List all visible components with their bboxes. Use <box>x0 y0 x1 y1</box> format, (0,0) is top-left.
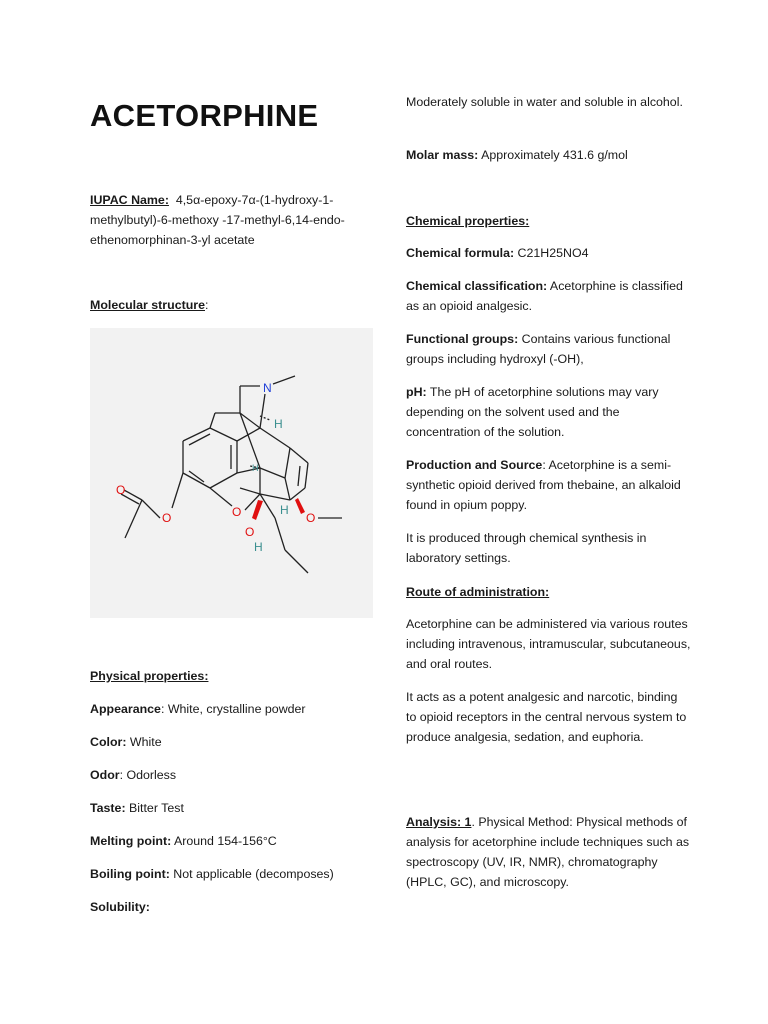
solubility-label: Solubility: <box>90 900 150 914</box>
appearance-label: Appearance <box>90 702 161 716</box>
chemical-properties-heading <box>406 211 691 231</box>
production-label: Production and Source <box>406 458 543 472</box>
molecular-structure-figure <box>90 328 373 618</box>
atom-hydrogen-3: H <box>280 503 289 517</box>
analysis-label: Analysis: 1 <box>406 815 472 829</box>
taste-row <box>90 798 184 818</box>
classification-value: Acetorphine is classified as an opioid analgesic. <box>406 279 683 313</box>
iupac-value: 4,5α-epoxy-7α-(1-hydroxy-1-methylbutyl)-6-methoxy -17-methyl-6,14-endo-ethenomorphinan-3-yl acetate <box>90 193 345 247</box>
color-label: Color: <box>90 735 127 749</box>
boiling-point-label: Boiling point: <box>90 867 170 881</box>
wedge-bonds <box>252 498 305 520</box>
route-heading <box>406 582 691 602</box>
taste-value: Bitter Test <box>125 801 184 815</box>
chemical-heading-text: Chemical properties: <box>406 214 530 228</box>
taste-label: Taste: <box>90 801 126 815</box>
melting-point-value: Around 154-156°C <box>171 834 277 848</box>
solubility-text: Moderately soluble in water and soluble in alcohol. <box>406 95 683 109</box>
molecular-structure-label: Molecular structure <box>90 298 205 312</box>
physical-properties-heading <box>90 666 208 686</box>
odor-label: Odor <box>90 768 120 782</box>
functional-groups-row <box>406 329 691 369</box>
atom-hydrogen-2: H <box>252 463 259 473</box>
production-row <box>406 455 691 515</box>
production-value: : Acetorphine is a semi-synthetic opioid derived from thebaine, an alkaloid found in opium poppy. <box>406 458 681 512</box>
functional-groups-value: Contains various functional groups including hydroxyl (-OH), <box>406 332 671 366</box>
analysis-row <box>406 812 691 892</box>
solubility-row <box>90 897 150 917</box>
physical-heading-text: Physical properties: <box>90 669 209 683</box>
molecule-diagram <box>90 328 373 618</box>
functional-groups-label: Functional groups: <box>406 332 519 346</box>
atom-hydrogen-4: H <box>254 540 263 554</box>
atom-oxygen-methoxy: O <box>306 511 316 525</box>
molar-mass-row <box>406 145 691 165</box>
classification-label: Chemical classification: <box>406 279 548 293</box>
analysis-value: . Physical Method: Physical methods of analysis for acetorphine include techniques such as spectroscopy (UV, IR, NMR), chromatography (HPLC, GC), and microscopy. <box>406 815 690 889</box>
melting-point-row <box>90 831 277 851</box>
appearance-value: : White, crystalline powder <box>160 702 306 716</box>
chemical-formula-row <box>406 243 691 263</box>
atom-oxygen-epoxy: O <box>232 505 242 519</box>
atom-oxygen-hydroxyl: O <box>245 525 255 539</box>
melting-point-label: Melting point: <box>90 834 172 848</box>
molecular-structure-heading <box>90 295 208 315</box>
odor-value: : Odorless <box>119 768 177 782</box>
molar-mass-label: Molar mass: <box>406 148 479 162</box>
iupac-label: IUPAC Name: <box>90 193 169 207</box>
odor-row <box>90 765 176 785</box>
boiling-point-row <box>90 864 334 884</box>
ph-value: The pH of acetorphine solutions may vary depending on the solvent used and the concentration of the solution. <box>406 385 659 439</box>
atom-oxygen-ester: O <box>162 511 172 525</box>
bonds <box>121 376 342 573</box>
appearance-row <box>90 699 306 719</box>
route-text: Acetorphine can be administered via various routes including intravenous, intramuscular, subcutaneous, and oral routes. <box>406 617 691 671</box>
atom-nitrogen: N <box>263 381 272 395</box>
molecular-structure-colon: : <box>205 298 209 312</box>
document-title: ACETORPHINE <box>90 98 319 133</box>
color-row <box>90 732 162 752</box>
color-value: White <box>126 735 162 749</box>
atom-hydrogen-1: H <box>274 417 283 431</box>
atom-labels <box>116 381 315 554</box>
route-heading-text: Route of administration: <box>406 585 550 599</box>
iupac-name <box>90 190 370 250</box>
acts-text: It acts as a potent analgesic and narcotic, binding to opioid receptors in the central nervous system to produce analgesia, sedation, and euphoria. <box>406 690 687 744</box>
produced-text: It is produced through chemical synthesis in laboratory settings. <box>406 531 647 565</box>
molar-mass-value: Approximately 431.6 g/mol <box>478 148 628 162</box>
formula-label: Chemical formula: <box>406 246 515 260</box>
ph-label: pH: <box>406 385 427 399</box>
formula-value: C21H25NO4 <box>514 246 589 260</box>
atom-oxygen-carbonyl: O <box>116 483 126 497</box>
classification-row <box>406 276 691 316</box>
ph-row <box>406 382 691 442</box>
boiling-point-value: Not applicable (decomposes) <box>169 867 334 881</box>
